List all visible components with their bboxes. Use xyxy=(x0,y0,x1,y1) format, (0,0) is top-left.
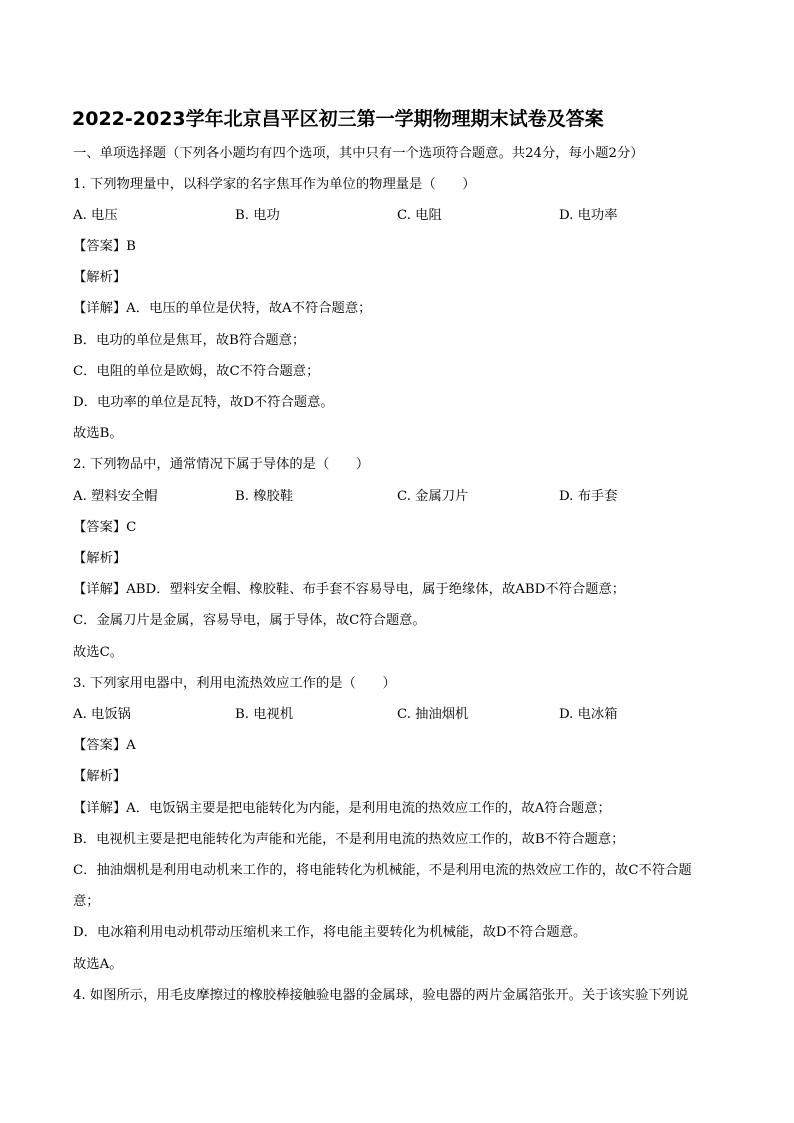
q2-analysis-label: 【解析】 xyxy=(73,551,127,566)
q3-option-d: D. 电冰箱 xyxy=(559,707,618,722)
q2-answer: 【答案】C xyxy=(73,520,137,535)
q1-explanation-line: 【详解】A．电压的单位是伏特，故A不符合题意； xyxy=(73,301,372,316)
q2-stem: 2. 下列物品中，通常情况下属于导体的是（ ） xyxy=(73,457,370,472)
q2-option-d: D. 布手套 xyxy=(559,489,618,504)
section-heading: 一、单项选择题（下列各小题均有四个选项，其中只有一个选项符合题意。共24分，每小题2分） xyxy=(73,146,644,161)
q1-stem: 1. 下列物理量中，以科学家的名字焦耳作为单位的物理量是（ ） xyxy=(73,177,476,192)
q4-stem: 4. 如图所示，用毛皮摩擦过的橡胶棒接触验电器的金属球，验电器的两片金属箔张开。关于该实验下列说 xyxy=(73,988,689,1003)
q1-explanation-line: D．电功率的单位是瓦特，故D不符合题意。 xyxy=(73,395,334,410)
q3-answer: 【答案】A xyxy=(73,738,136,753)
q2-option-b: B. 橡胶鞋 xyxy=(235,489,294,504)
q2-explanation-line: C．金属刀片是金属，容易导电，属于导体，故C符合题意。 xyxy=(73,613,426,628)
q1-option-c: C. 电阻 xyxy=(397,208,442,223)
q3-conclusion: 故选A。 xyxy=(73,957,123,972)
q2-option-a: A. 塑料安全帽 xyxy=(73,489,158,504)
q1-option-d: D. 电功率 xyxy=(559,208,618,223)
q3-option-a: A. 电饭锅 xyxy=(73,707,131,722)
q3-explanation-line: 【详解】A．电饭锅主要是把电能转化为内能，是利用电流的热效应工作的，故A符合题意； xyxy=(73,801,611,816)
q1-answer: 【答案】B xyxy=(73,239,136,254)
q3-option-b: B. 电视机 xyxy=(235,707,294,722)
q1-analysis-label: 【解析】 xyxy=(73,270,127,285)
q2-conclusion: 故选C。 xyxy=(73,645,124,660)
q1-explanation-line: C．电阻的单位是欧姆，故C不符合题意； xyxy=(73,364,320,379)
q3-explanation-line: 意； xyxy=(73,894,100,909)
q3-stem: 3. 下列家用电器中，利用电流热效应工作的是（ ） xyxy=(73,676,396,691)
q3-analysis-label: 【解析】 xyxy=(73,769,127,784)
q1-option-a: A. 电压 xyxy=(73,208,118,223)
q3-option-c: C. 抽油烟机 xyxy=(397,707,469,722)
q2-explanation-line: 【详解】ABD．塑料安全帽、橡胶鞋、布手套不容易导电，属于绝缘体，故ABD不符合题意； xyxy=(73,582,626,597)
q3-explanation-line: B．电视机主要是把电能转化为声能和光能，不是利用电流的热效应工作的，故B不符合题意； xyxy=(73,832,625,847)
q1-explanation-line: B．电功的单位是焦耳，故B符合题意； xyxy=(73,333,306,348)
document-title: 2022-2023学年北京昌平区初三第一学期物理期末试卷及答案 xyxy=(72,108,604,130)
q2-option-c: C. 金属刀片 xyxy=(397,489,469,504)
q3-explanation-line: D．电冰箱利用电动机带动压缩机来工作，将电能主要转化为机械能，故D不符合题意。 xyxy=(73,925,587,940)
q1-option-b: B. 电功 xyxy=(235,208,280,223)
q3-explanation-line: C．抽油烟机是利用电动机来工作的，将电能转化为机械能，不是利用电流的热效应工作的，故C不符合题 xyxy=(73,863,692,878)
q1-conclusion: 故选B。 xyxy=(73,426,123,441)
